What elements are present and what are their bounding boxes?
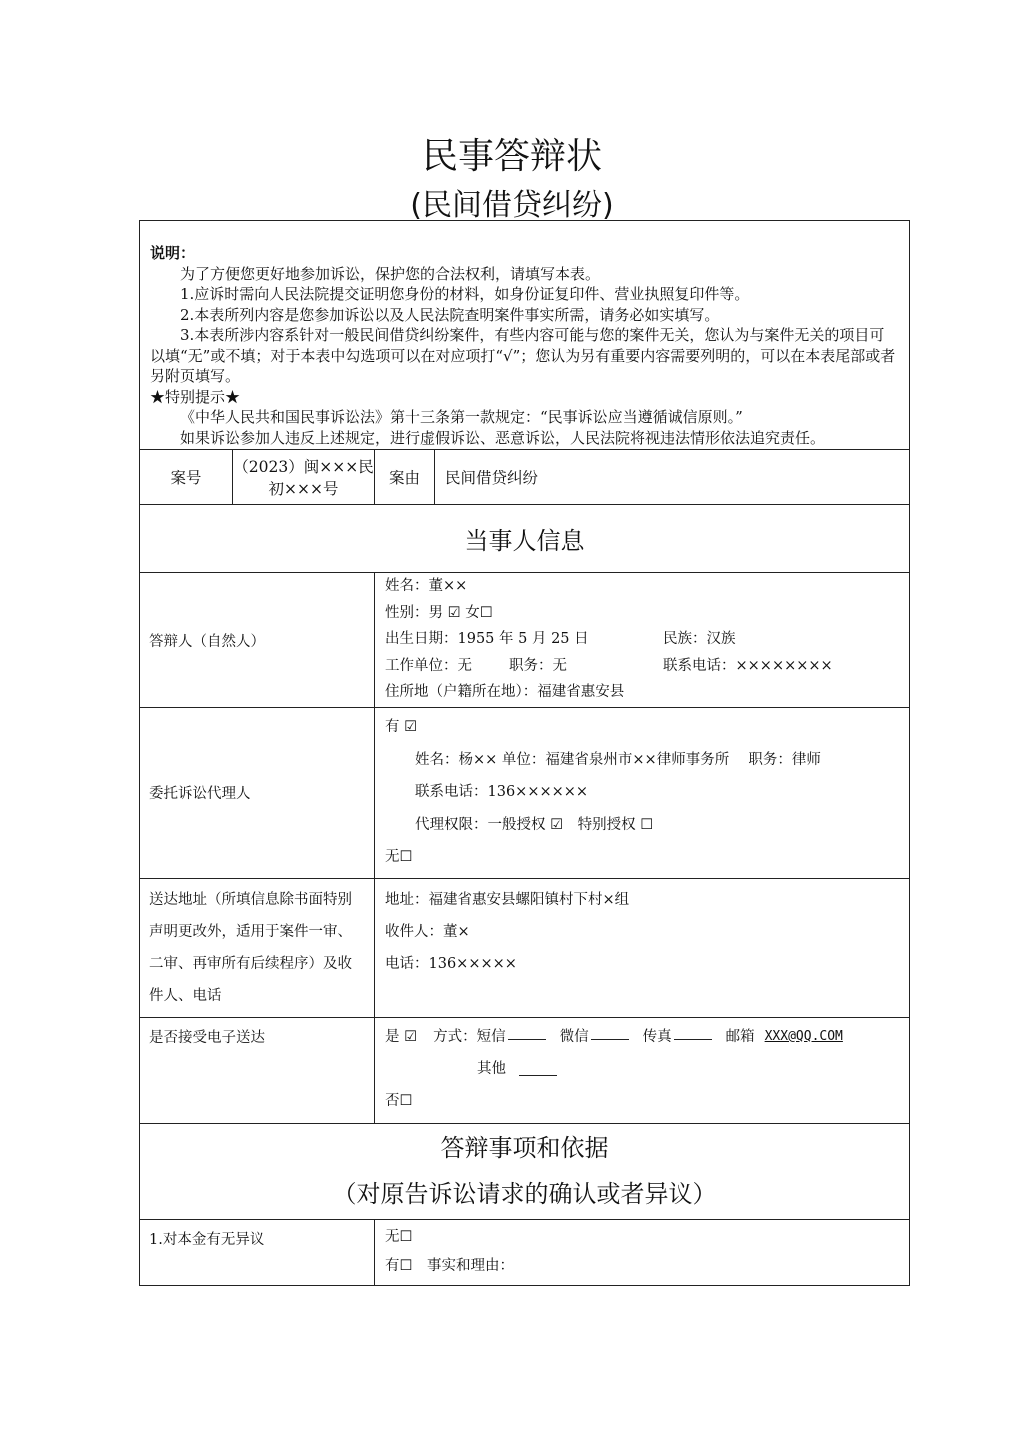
agent-row (140, 708, 910, 879)
agent-yes: 有 ☑ (385, 719, 418, 735)
respondent-ethnicity: 民族：汉族 (663, 631, 736, 647)
notes-item-1: 1.应诉时需向人民法院提交证明您身份的材料，如身份证复印件、营业执照复印件等。 (180, 285, 750, 303)
respondent-phone: 联系电话：×××××××× (663, 657, 833, 674)
agent-phone: 联系电话：136×××××× (415, 784, 589, 800)
other-blank (519, 1057, 557, 1076)
respondent-name: 姓名：董×× (385, 578, 468, 594)
special-tip-1: 《中华人民共和国民事诉讼法》第十三条第一款规定：“民事诉讼应当遵循诚信原则。” (180, 408, 743, 426)
respondent-work: 工作单位：无 (385, 657, 472, 674)
electronic-method: 方式：短信 (433, 1028, 506, 1045)
electronic-yes: 是 ☑ (385, 1028, 418, 1045)
respondent-address: 住所地（户籍所在地）：福建省惠安县 (385, 684, 625, 700)
case-number-label: 案号 (140, 450, 233, 505)
respondent-label: 答辩人（自然人） (140, 573, 375, 708)
electronic-label: 是否接受电子送达 (140, 1017, 375, 1123)
principal-info (375, 1220, 909, 1285)
agent-name-unit: 姓名：杨×× 单位：福建省泉州市××律师事务所 职务：律师 (415, 751, 821, 768)
defense-section-subtitle: （对原告诉讼请求的确认或者异议） (332, 1180, 717, 1208)
fax-blank (674, 1021, 712, 1040)
case-row (140, 450, 910, 505)
delivery-phone: 电话：136××××× (385, 955, 517, 972)
respondent-position: 职务：无 (509, 657, 567, 674)
agent-label: 委托诉讼代理人 (140, 708, 375, 879)
respondent-birth: 出生日期：1955 年 5 月 25 日 (385, 631, 589, 647)
case-number-value: （2023）闽×××民初×××号 (233, 450, 375, 505)
notes-intro: 为了方便您更好地参加诉讼，保护您的合法权利，请填写本表。 (180, 264, 601, 283)
respondent-info (375, 573, 909, 706)
electronic-wechat: 微信 (559, 1028, 589, 1045)
party-section-title: 当事人信息 (140, 505, 910, 573)
document-title: 民事答辩状 (421, 136, 602, 177)
agent-authority: 代理权限：一般授权 ☑ 特别授权 ☐ (415, 816, 654, 833)
wechat-blank (591, 1021, 629, 1040)
sms-blank (508, 1021, 546, 1040)
case-cause-value: 民间借贷纠纷 (435, 450, 910, 505)
principal-has: 有☐ 事实和理由： (385, 1257, 514, 1274)
principal-none: 无☐ (385, 1228, 413, 1245)
defense-form-table (139, 220, 910, 1286)
principal-row (140, 1219, 910, 1285)
principal-label: 1.对本金有无异议 (140, 1219, 375, 1285)
defense-section-title: 答辩事项和依据 (440, 1134, 609, 1162)
agent-info (375, 708, 909, 878)
agent-no: 无☐ (385, 849, 413, 865)
notes-item-3: 3.本表所涉内容系针对一般民间借贷纠纷案件，有些内容可能与您的案件无关，您认为与案件无关的项目可以填“无”或不填；对于本表中勾选项可以在对应项打“√”；您认为另有重要内容需要列明的，可以在本表尾部或者另附页填写。 (150, 326, 896, 385)
special-tip-2: 如果诉讼参加人违反上述规定，进行虚假诉讼、恶意诉讼，人民法院将视违法情形依法追究责任。 (180, 428, 826, 447)
defense-section-row (140, 1123, 910, 1219)
respondent-gender: 性别：男 ☑ 女☐ (385, 604, 493, 621)
electronic-email: XXX@QQ.COM (764, 1028, 843, 1044)
case-cause-label: 案由 (375, 450, 435, 505)
electronic-email-label: 邮箱 (725, 1028, 755, 1045)
document-subtitle: (民间借贷纠纷) (410, 188, 614, 223)
delivery-row (140, 878, 910, 1017)
electronic-info (375, 1018, 909, 1121)
notes-item-2: 2.本表所列内容是您参加诉讼以及人民法院查明案件事实所需，请务必如实填写。 (180, 305, 720, 324)
party-section-row (140, 505, 910, 573)
delivery-info (375, 879, 909, 984)
electronic-row (140, 1017, 910, 1123)
electronic-fax: 传真 (642, 1028, 672, 1045)
delivery-address: 地址：福建省惠安县螺阳镇村下村×组 (385, 891, 630, 908)
delivery-recipient: 收件人：董× (385, 923, 470, 940)
respondent-row (140, 573, 910, 708)
electronic-no: 否☐ (385, 1092, 413, 1109)
notes-heading: 说明： (150, 244, 196, 262)
notes-row (140, 221, 910, 450)
special-tip-heading: ★特别提示★ (150, 387, 241, 406)
instructions-block (140, 221, 909, 449)
delivery-label: 送达地址（所填信息除书面特别声明更改外，适用于案件一审、二审、再审所有后续程序）及收件人、电话 (149, 891, 352, 1004)
electronic-other: 其他 (477, 1060, 506, 1077)
